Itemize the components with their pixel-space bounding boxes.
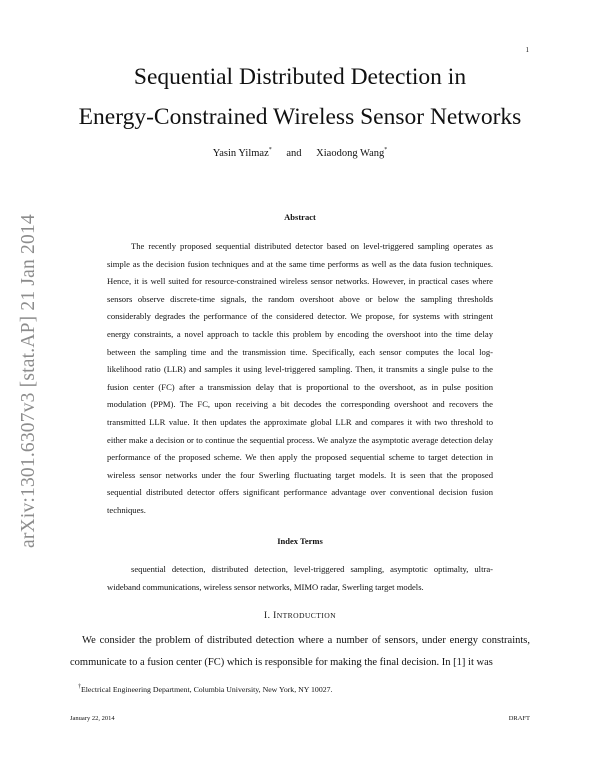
author-name: Xiaodong Wang bbox=[316, 148, 385, 159]
paper-title-line-1: Sequential Distributed Detection in bbox=[133, 64, 467, 90]
footer-draft-label: DRAFT bbox=[508, 715, 530, 722]
index-terms-body: sequential detection, distributed detection, level-triggered sampling, asymptotic optimalty, ultra-wideband communications, wireless sensor networks, MIMO radar, Swerling target models. bbox=[107, 564, 493, 592]
section-title-smallcaps: NTRODUCTION bbox=[276, 611, 336, 620]
affiliation-footnote bbox=[78, 684, 332, 694]
author-name: Yasin Yilmaz bbox=[212, 148, 269, 159]
author-affiliation-mark: * bbox=[268, 147, 272, 153]
abstract-body: The recently proposed sequential distributed detector based on level-triggered sampling operates as simple as the decision fusion techniques and at the same time performs as well as the data fusion techniques. Hence, it is well suited for resource-constrained wireless sensor networks. However, in practical cases where sensors observe discrete-time signals, the random overshoot above or below the sampling thresholds considerably degrades the performance of the considered detector. We propose, for systems with stringent energy constraints, a novel approach to tackle this problem by encoding the overshoot into the time delay between the sampling time and the transmission time. Specifically, each sensor computes the local log-likelihood ratio (LLR) and samples it using level-triggered sampling. Then, it transmits a single pulse to the fusion center (FC) after a transmission delay that is proportional to the overshoot, as in pulse position modulation (PPM). The FC, upon receiving a bit decodes the corresponding overshoot and recovers the transmitted LLR value. It then updates the approximate global LLR and compares it with two threshold to either make a decision or to continue the sequential process. We analyze the asymptotic average detection delay performance of the proposed scheme. We then apply the proposed sequential scheme to target detection in wireless sensor networks under the four Swerling fluctuating target models. It is seen that the proposed sequential distributed detector offers significant performance advantage over conventional decision fusion techniques. bbox=[107, 241, 493, 515]
abstract-heading: Abstract bbox=[284, 212, 316, 222]
page-number: 1 bbox=[525, 46, 529, 54]
footnote-mark: † bbox=[78, 684, 81, 690]
author-conjunction: and bbox=[286, 148, 302, 159]
author-line bbox=[60, 147, 540, 159]
author-affiliation-mark: * bbox=[384, 147, 388, 153]
introduction-paragraph: We consider the problem of distributed detection where a number of sensors, under energy constraints, communicate to a fusion center (FC) which is responsible for making the final decision. In [1] it was bbox=[70, 635, 530, 668]
section-number: I. I bbox=[264, 611, 277, 621]
arxiv-identifier-stamp: arXiv:1301.6307v3 [stat.AP] 21 Jan 2014 bbox=[18, 214, 39, 548]
index-terms-heading: Index Terms bbox=[277, 536, 323, 546]
paper-title-line-2: Energy-Constrained Wireless Sensor Networks bbox=[78, 104, 522, 130]
section-heading-introduction bbox=[60, 611, 540, 621]
footer-date: January 22, 2014 bbox=[70, 715, 115, 722]
footnote-text: Electrical Engineering Department, Columbia University, New York, NY 10027. bbox=[81, 685, 333, 694]
